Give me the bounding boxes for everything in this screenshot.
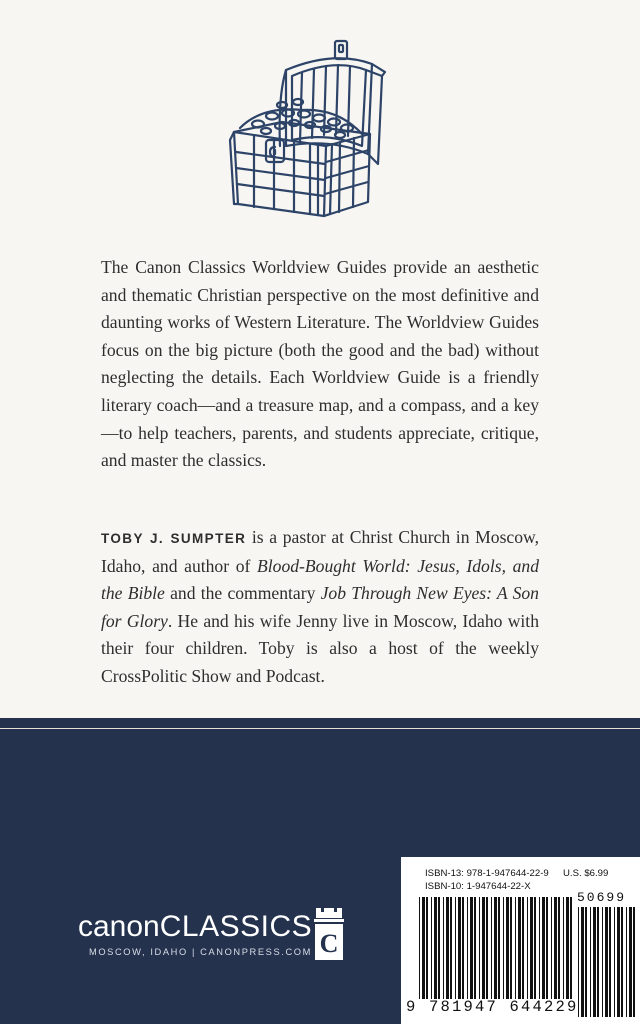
price-code: 50699 (577, 890, 627, 905)
treasure-chest-icon (222, 36, 388, 220)
barcode-bar (455, 897, 456, 999)
barcode-bar (494, 897, 497, 999)
barcode-bar (462, 897, 464, 999)
barcode-bar (470, 897, 473, 999)
barcode-bar (546, 897, 548, 999)
barcode-bar (522, 897, 524, 999)
barcode-bar (422, 897, 425, 999)
barcode-bar (614, 907, 615, 1017)
barcode-bar (479, 897, 480, 999)
barcode-bar (621, 907, 623, 1017)
barcode-bar (438, 897, 440, 999)
barcode-bar (443, 897, 444, 999)
author-name: TOBY J. SUMPTER (101, 531, 247, 546)
barcode-bar (605, 907, 608, 1017)
barcode-panel (401, 857, 640, 1024)
barcode-bar (542, 897, 545, 999)
barcode-bar (498, 897, 500, 999)
barcode-bar (609, 907, 611, 1017)
series-description: The Canon Classics Worldview Guides provide an aesthetic and thematic Christian perspective on the most definitive and daunting works of Western Literature. The Worldview Guides focus on the big picture (both the good and the bad) without neglecting the details. Each Worldview Guide is a friendly literary coach—and a treasure map, and a compass, and a key—to help teachers, parents, and students appreciate, critique, and master the classics. (101, 257, 539, 471)
logo-wordmark (78, 910, 312, 944)
barcode-bar (581, 907, 584, 1017)
barcode-bar (467, 897, 468, 999)
author-bio (101, 524, 539, 691)
barcode-bar (446, 897, 449, 999)
barcode-bar (566, 897, 569, 999)
barcode-bar (539, 897, 540, 999)
bio-text-2: and the commentary (164, 583, 321, 604)
barcode-bar (558, 897, 560, 999)
barcode-bar (482, 897, 485, 999)
barcode-bar (458, 897, 461, 999)
barcode-bar (602, 907, 603, 1017)
barcode-bar (431, 897, 432, 999)
barcode-bar (527, 897, 528, 999)
barcode-bar (474, 897, 476, 999)
logo-word-classics: CLASSICS (159, 910, 313, 943)
barcode-bar (503, 897, 504, 999)
isbn10-label: ISBN-10: 1-947644-22-X (425, 881, 531, 892)
barcode-bar (570, 897, 572, 999)
logo-word-canon: canon (78, 910, 160, 943)
barcode-bar (486, 897, 488, 999)
barcode-bar (450, 897, 452, 999)
barcode-bar (434, 897, 437, 999)
book-title-1: Blood-Bought World: Jesus, Idols, and the Bible (101, 555, 540, 604)
logo-tagline: MOSCOW, IDAHO | CANONPRESS.COM (89, 947, 312, 957)
barcode-bar (534, 897, 536, 999)
barcode-bar (633, 907, 635, 1017)
bio-text-1: is a pastor at Christ Church in Moscow, Idaho, and author of (101, 527, 539, 576)
band-divider (0, 728, 640, 729)
price-label: U.S. $6.99 (563, 868, 609, 879)
barcode-bar (530, 897, 533, 999)
barcode-bar (510, 897, 512, 999)
crest-letter: C (319, 929, 339, 958)
castle-crest-icon (313, 905, 345, 961)
addon-bars (578, 907, 635, 1017)
book-title-2: Job Through New Eyes: A Son for Glory (101, 583, 539, 631)
ean-digits: 9 781947 644229 (406, 998, 579, 1016)
barcode-bar (585, 907, 587, 1017)
barcode-bar (551, 897, 552, 999)
barcode-bar (491, 897, 492, 999)
barcode-bar (617, 907, 620, 1017)
barcode-bar (629, 907, 632, 1017)
barcode-bar (597, 907, 599, 1017)
ean-bars (419, 897, 572, 999)
isbn13-label: ISBN-13: 978-1-947644-22-9 (425, 868, 549, 879)
barcode-bar (593, 907, 596, 1017)
barcode-bar (554, 897, 557, 999)
bio-text-3: . He and his wife Jenny live in Moscow, Idaho with their four children. Toby is also a host of the weekly CrossPolitic Show and Podcast. (101, 610, 539, 686)
barcode-bar (515, 897, 516, 999)
barcode-bar (590, 907, 591, 1017)
barcode-bar (563, 897, 564, 999)
barcode-bar (518, 897, 521, 999)
publisher-logo (78, 910, 313, 957)
barcode-bar (626, 907, 627, 1017)
barcode-bar (419, 897, 420, 999)
barcode-bar (426, 897, 428, 999)
barcode-bar (506, 897, 509, 999)
